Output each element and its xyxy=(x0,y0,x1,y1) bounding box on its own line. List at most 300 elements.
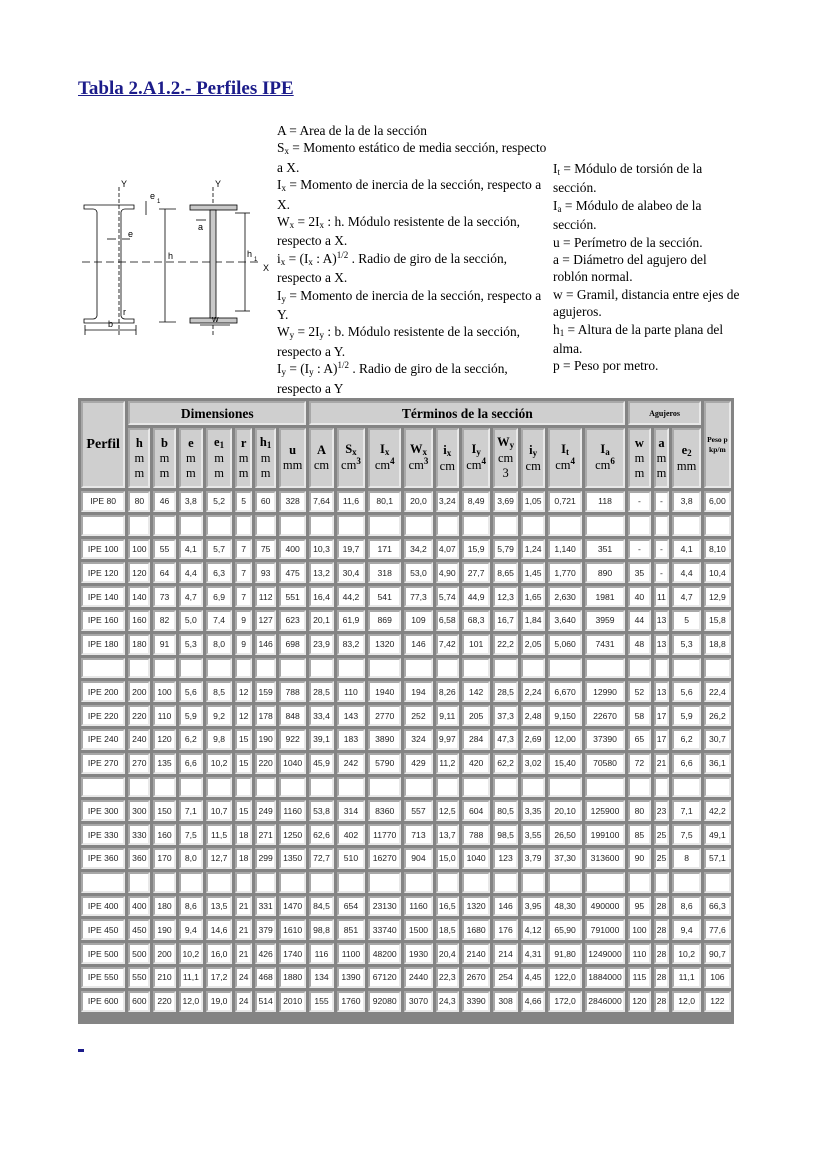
table-cell: 242 xyxy=(337,753,365,774)
table-cell xyxy=(436,658,459,679)
table-cell: 23,9 xyxy=(309,634,334,655)
table-cell: 5,79 xyxy=(493,539,518,560)
legend-text: = 2I xyxy=(294,214,320,230)
cell-perfil: IPE 450 xyxy=(81,919,125,940)
table-cell: 95 xyxy=(628,896,650,917)
table-row-spacer xyxy=(81,515,731,536)
table-cell: 7 xyxy=(235,539,252,560)
legend-text: y xyxy=(281,293,286,304)
table-cell: 9,4 xyxy=(672,919,700,940)
table-cell xyxy=(153,777,175,798)
table-cell: 904 xyxy=(404,848,432,869)
legend-entry xyxy=(277,213,549,250)
column-symbol: a xyxy=(658,435,665,450)
table-cell xyxy=(153,872,175,893)
table-cell: 180 xyxy=(153,896,175,917)
column-unit-sup: 6 xyxy=(610,456,615,466)
table-cell: 6,58 xyxy=(436,610,459,631)
legend-text: I xyxy=(277,177,282,193)
table-cell xyxy=(255,658,276,679)
table-cell: 3959 xyxy=(585,610,626,631)
table-cell: 160 xyxy=(128,610,150,631)
table-cell: 9,4 xyxy=(179,919,204,940)
table-cell: 20,4 xyxy=(436,943,459,964)
table-row xyxy=(81,848,731,869)
legend-text: = (I xyxy=(285,361,310,377)
legend-text: y xyxy=(309,367,314,378)
legend-text: x xyxy=(289,220,295,231)
table-cell: 2,24 xyxy=(521,681,546,702)
table-cell: 4,7 xyxy=(179,586,204,607)
column-header xyxy=(128,428,150,488)
table-cell: 28 xyxy=(654,943,670,964)
table-cell: 172,0 xyxy=(548,991,581,1012)
legend-text: h xyxy=(553,321,560,337)
legend-text: : A) xyxy=(313,361,338,377)
table-cell: 3,35 xyxy=(521,800,546,821)
column-symbol: w xyxy=(634,435,644,450)
table-cell: 1,24 xyxy=(521,539,546,560)
legend-text: a = Diámetro del agujero del roblón normal. xyxy=(553,252,707,285)
table-cell: 115 xyxy=(628,967,650,988)
table-cell: 318 xyxy=(368,562,401,583)
table-cell: 3,79 xyxy=(521,848,546,869)
table-cell: 30,4 xyxy=(337,562,365,583)
table-cell: 68,3 xyxy=(462,610,490,631)
table-cell: 791000 xyxy=(585,919,626,940)
table-cell: 15 xyxy=(235,729,252,750)
table-cell: 18 xyxy=(235,824,252,845)
table-cell: 299 xyxy=(255,848,276,869)
table-cell: 0,721 xyxy=(548,491,581,512)
table-cell: 48200 xyxy=(368,943,401,964)
table-cell: 4,07 xyxy=(436,539,459,560)
table-cell: 98,5 xyxy=(493,824,518,845)
table-cell: 16270 xyxy=(368,848,401,869)
table-cell: 300 xyxy=(128,800,150,821)
legend-text: I xyxy=(277,287,282,303)
table-cell: - xyxy=(654,539,670,560)
table-cell xyxy=(493,872,518,893)
table-row xyxy=(81,919,731,940)
table-cell: 35 xyxy=(628,562,650,583)
legend-left xyxy=(277,122,549,397)
table-row xyxy=(81,586,731,607)
table-cell: 8,6 xyxy=(179,896,204,917)
column-unit: m m xyxy=(214,451,224,480)
table-cell: 62,6 xyxy=(309,824,334,845)
table-cell: 10,4 xyxy=(704,562,731,583)
table-cell: 788 xyxy=(462,824,490,845)
cell-perfil: IPE 330 xyxy=(81,824,125,845)
legend-text: . Radio de giro de la sección, respecto a X. xyxy=(277,250,508,286)
column-unit: m m xyxy=(185,450,196,480)
table-cell: 4,90 xyxy=(436,562,459,583)
table-row xyxy=(81,753,731,774)
legend-text: y xyxy=(319,330,325,341)
table-cell: 604 xyxy=(462,800,490,821)
table-cell: 3,55 xyxy=(521,824,546,845)
column-unit: cm xyxy=(595,458,611,472)
table-cell: 143 xyxy=(337,705,365,726)
table-cell: 15,9 xyxy=(462,539,490,560)
table-cell: 120 xyxy=(628,991,650,1012)
table-cell: 5,6 xyxy=(672,681,700,702)
table-cell xyxy=(368,777,401,798)
column-symbol: e xyxy=(188,435,194,450)
table-cell: 135 xyxy=(153,753,175,774)
table-cell: 2440 xyxy=(404,967,432,988)
table-cell: 92080 xyxy=(368,991,401,1012)
table-cell: 14,6 xyxy=(206,919,232,940)
table-cell: 11770 xyxy=(368,824,401,845)
table-cell: 90,7 xyxy=(704,943,731,964)
column-unit: m m xyxy=(260,451,271,480)
table-cell: 1884000 xyxy=(585,967,626,988)
table-cell: 1040 xyxy=(279,753,306,774)
table-cell xyxy=(128,777,150,798)
table-cell: 4,45 xyxy=(521,967,546,988)
table-cell: 12,9 xyxy=(704,586,731,607)
table-cell: 7,42 xyxy=(436,634,459,655)
table-cell: 313600 xyxy=(585,848,626,869)
table-cell: 1160 xyxy=(404,896,432,917)
legend-text: I xyxy=(553,197,558,213)
table-cell: 127 xyxy=(255,610,276,631)
cell-perfil: IPE 100 xyxy=(81,539,125,560)
table-row-spacer xyxy=(81,872,731,893)
table-cell xyxy=(235,658,252,679)
table-cell: 53,8 xyxy=(309,800,334,821)
table-cell: 13 xyxy=(654,610,670,631)
table-cell: 5,3 xyxy=(672,634,700,655)
table-cell: 5,060 xyxy=(548,634,581,655)
table-cell xyxy=(585,658,626,679)
table-cell xyxy=(521,777,546,798)
table-cell xyxy=(368,515,401,536)
legend-text: y xyxy=(289,330,295,341)
table-cell: 52 xyxy=(628,681,650,702)
page-title[interactable]: Tabla 2.A1.2.- Perfiles IPE xyxy=(78,78,294,99)
table-cell: 190 xyxy=(153,919,175,940)
table-cell: 514 xyxy=(255,991,276,1012)
table-cell xyxy=(628,515,650,536)
table-cell xyxy=(255,872,276,893)
column-symbol-sub: t xyxy=(566,447,570,457)
table-cell: 3,8 xyxy=(179,491,204,512)
table-cell xyxy=(404,515,432,536)
cell-perfil: IPE 550 xyxy=(81,967,125,988)
table-cell: 15 xyxy=(235,800,252,821)
table-cell xyxy=(548,658,581,679)
column-header xyxy=(179,428,204,488)
table-cell: 400 xyxy=(279,539,306,560)
cell-perfil: IPE 200 xyxy=(81,681,125,702)
table-row xyxy=(81,681,731,702)
legend-entry xyxy=(553,251,741,286)
table-cell xyxy=(704,515,731,536)
table-cell xyxy=(279,658,306,679)
table-cell: 1,45 xyxy=(521,562,546,583)
table-cell: 6,9 xyxy=(206,586,232,607)
legend-text: = (I xyxy=(285,250,309,266)
table-cell xyxy=(704,658,731,679)
table-cell: 2846000 xyxy=(585,991,626,1012)
table-cell: 26,50 xyxy=(548,824,581,845)
legend-text: w = Gramil, distancia entre ejes de agujeros. xyxy=(553,286,740,320)
table-cell xyxy=(255,777,276,798)
table-cell: 44 xyxy=(628,610,650,631)
header-peso-label: Peso p kp/m xyxy=(707,434,728,454)
table-cell xyxy=(521,658,546,679)
table-cell: 75 xyxy=(255,539,276,560)
header-group-terminos: Términos de la sección xyxy=(309,401,625,425)
cell-perfil: IPE 160 xyxy=(81,610,125,631)
link-marker[interactable] xyxy=(78,1049,84,1052)
table-cell xyxy=(521,515,546,536)
table-cell: 33740 xyxy=(368,919,401,940)
table-row xyxy=(81,705,731,726)
column-unit: cm xyxy=(408,458,424,472)
table-cell: 557 xyxy=(404,800,432,821)
table-cell xyxy=(704,777,731,798)
table-cell xyxy=(654,515,670,536)
column-symbol-sub: a xyxy=(605,447,610,457)
cell-perfil: IPE 600 xyxy=(81,991,125,1012)
table-cell: 284 xyxy=(462,729,490,750)
table-cell: 20,10 xyxy=(548,800,581,821)
table-cell xyxy=(654,658,670,679)
table-cell: 1249000 xyxy=(585,943,626,964)
table-cell: - xyxy=(654,491,670,512)
column-header xyxy=(153,428,175,488)
table-cell xyxy=(337,658,365,679)
table-cell: 19,7 xyxy=(337,539,365,560)
table-cell: 11,6 xyxy=(337,491,365,512)
table-cell: 4,12 xyxy=(521,919,546,940)
table-cell xyxy=(235,872,252,893)
table-cell: 34,2 xyxy=(404,539,432,560)
table-cell: 7,5 xyxy=(672,824,700,845)
column-unit: m m xyxy=(238,450,249,480)
legend-entry xyxy=(553,197,741,234)
table-cell: 98,8 xyxy=(309,919,334,940)
legend-text: x xyxy=(280,256,286,267)
table-cell xyxy=(404,777,432,798)
table-cell: 7,64 xyxy=(309,491,334,512)
table-cell: 155 xyxy=(309,991,334,1012)
diagram-label-e: e xyxy=(128,229,134,239)
column-unit-sup: 4 xyxy=(390,456,395,466)
table-cell: 15,8 xyxy=(704,610,731,631)
table-cell: 5,7 xyxy=(206,539,232,560)
table-cell: 1040 xyxy=(462,848,490,869)
table-cell: 85 xyxy=(628,824,650,845)
table-cell: 331 xyxy=(255,896,276,917)
table-cell: 91 xyxy=(153,634,175,655)
legend-text: W xyxy=(277,324,290,340)
legend-text: : h. Módulo resistente de la sección, respecto a X. xyxy=(277,214,521,249)
table-cell: 4,66 xyxy=(521,991,546,1012)
table-cell: 6,2 xyxy=(672,729,700,750)
column-unit: m m xyxy=(634,450,645,480)
table-cell: 2,69 xyxy=(521,729,546,750)
table-cell: 252 xyxy=(404,705,432,726)
table-cell xyxy=(235,515,252,536)
table-cell xyxy=(436,872,459,893)
table-cell: 550 xyxy=(128,967,150,988)
table-cell: 429 xyxy=(404,753,432,774)
legend-text: t xyxy=(557,167,560,177)
column-header xyxy=(585,428,626,488)
table-cell: 6,3 xyxy=(206,562,232,583)
table-cell: 46 xyxy=(153,491,175,512)
table-cell xyxy=(279,777,306,798)
table-cell: 1390 xyxy=(337,967,365,988)
column-unit: cm xyxy=(439,458,455,473)
table-cell: 1500 xyxy=(404,919,432,940)
table-cell: 67120 xyxy=(368,967,401,988)
legend-entry xyxy=(277,176,549,213)
table-cell: 2010 xyxy=(279,991,306,1012)
table-cell xyxy=(654,777,670,798)
table-cell xyxy=(462,777,490,798)
table-cell: 120 xyxy=(128,562,150,583)
table-cell xyxy=(672,777,700,798)
cell-perfil: IPE 300 xyxy=(81,800,125,821)
table-cell: 28 xyxy=(654,991,670,1012)
table-cell: 57,1 xyxy=(704,848,731,869)
table-cell xyxy=(128,872,150,893)
ipe-section-diagram xyxy=(80,175,275,340)
table-cell: 1,140 xyxy=(548,539,581,560)
table-cell: 4,7 xyxy=(672,586,700,607)
table-cell: 16,5 xyxy=(436,896,459,917)
table-cell: 5,0 xyxy=(179,610,204,631)
table-cell: 3,02 xyxy=(521,753,546,774)
legend-text: 1 xyxy=(559,327,565,338)
table-cell: 6,670 xyxy=(548,681,581,702)
legend-text: I xyxy=(277,361,282,377)
table-cell: 623 xyxy=(279,610,306,631)
table-cell: 3070 xyxy=(404,991,432,1012)
column-unit: cm xyxy=(466,458,482,472)
column-unit: cm xyxy=(555,458,571,472)
table-cell: 53,0 xyxy=(404,562,432,583)
table-cell: 7,1 xyxy=(179,800,204,821)
cell-perfil: IPE 500 xyxy=(81,943,125,964)
table-cell: 22,2 xyxy=(493,634,518,655)
table-cell: 100 xyxy=(128,539,150,560)
column-symbol-sub: y xyxy=(476,447,481,457)
legend-text: i xyxy=(277,250,281,266)
table-cell xyxy=(462,515,490,536)
table-cell: 5790 xyxy=(368,753,401,774)
table-cell: 15 xyxy=(235,753,252,774)
column-header xyxy=(548,428,581,488)
table-cell: 308 xyxy=(493,991,518,1012)
column-symbol-sub: 1 xyxy=(266,440,272,450)
table-cell: 80,5 xyxy=(493,800,518,821)
table-cell: 12990 xyxy=(585,681,626,702)
table-cell: 22,3 xyxy=(436,967,459,988)
cell-perfil: IPE 80 xyxy=(81,491,125,512)
column-header xyxy=(337,428,365,488)
table-cell: 5,2 xyxy=(206,491,232,512)
column-symbol-sub: y xyxy=(509,440,515,450)
table-cell: 18,8 xyxy=(704,634,731,655)
column-header xyxy=(521,428,546,488)
table-cell: 84,5 xyxy=(309,896,334,917)
legend-text: x xyxy=(319,220,325,231)
cell-perfil: IPE 360 xyxy=(81,848,125,869)
table-cell: 123 xyxy=(493,848,518,869)
table-row xyxy=(81,610,731,631)
cell-perfil: IPE 180 xyxy=(81,634,125,655)
table-cell: 351 xyxy=(585,539,626,560)
table-cell: 72,7 xyxy=(309,848,334,869)
table-cell: 9,150 xyxy=(548,705,581,726)
header-group-dimensiones: Dimensiones xyxy=(128,401,306,425)
table-cell: 80 xyxy=(128,491,150,512)
table-cell: 249 xyxy=(255,800,276,821)
column-unit-sup: 3 xyxy=(356,456,361,466)
table-cell: 100 xyxy=(628,919,650,940)
column-symbol-sub: x xyxy=(352,447,357,457)
table-cell: 183 xyxy=(337,729,365,750)
table-row xyxy=(81,634,731,655)
legend-text: S xyxy=(277,140,285,156)
legend-entry xyxy=(277,323,549,360)
table-cell: 42,2 xyxy=(704,800,731,821)
table-cell xyxy=(548,777,581,798)
table-cell: 15,40 xyxy=(548,753,581,774)
column-symbol-sub: x xyxy=(446,447,452,458)
cell-perfil: IPE 120 xyxy=(81,562,125,583)
table-cell: 12,0 xyxy=(179,991,204,1012)
table-cell: 11,1 xyxy=(179,967,204,988)
table-cell: 37,30 xyxy=(548,848,581,869)
table-cell: 1880 xyxy=(279,967,306,988)
column-symbol: I xyxy=(561,442,567,456)
diagram-label-e1-sub: 1 xyxy=(157,199,161,205)
table-cell xyxy=(628,658,650,679)
column-unit: mm xyxy=(676,458,697,473)
table-cell: 4,4 xyxy=(179,562,204,583)
table-cell xyxy=(368,872,401,893)
table-cell: 11,5 xyxy=(206,824,232,845)
table-row xyxy=(81,539,731,560)
table-cell: 12,00 xyxy=(548,729,581,750)
header-peso xyxy=(704,401,731,488)
table-cell: 3,640 xyxy=(548,610,581,631)
table-cell: 468 xyxy=(255,967,276,988)
table-cell xyxy=(628,777,650,798)
table-cell: 848 xyxy=(279,705,306,726)
column-header xyxy=(206,428,232,488)
table-cell: 150 xyxy=(153,800,175,821)
table-cell: 360 xyxy=(128,848,150,869)
cell-perfil: IPE 140 xyxy=(81,586,125,607)
table-cell: 27,7 xyxy=(462,562,490,583)
table-cell: 13,2 xyxy=(309,562,334,583)
table-cell: 314 xyxy=(337,800,365,821)
legend-right xyxy=(553,160,741,375)
table-cell: 13,7 xyxy=(436,824,459,845)
table-cell: 541 xyxy=(368,586,401,607)
table-cell: 8 xyxy=(672,848,700,869)
legend-text: : A) xyxy=(312,250,337,266)
